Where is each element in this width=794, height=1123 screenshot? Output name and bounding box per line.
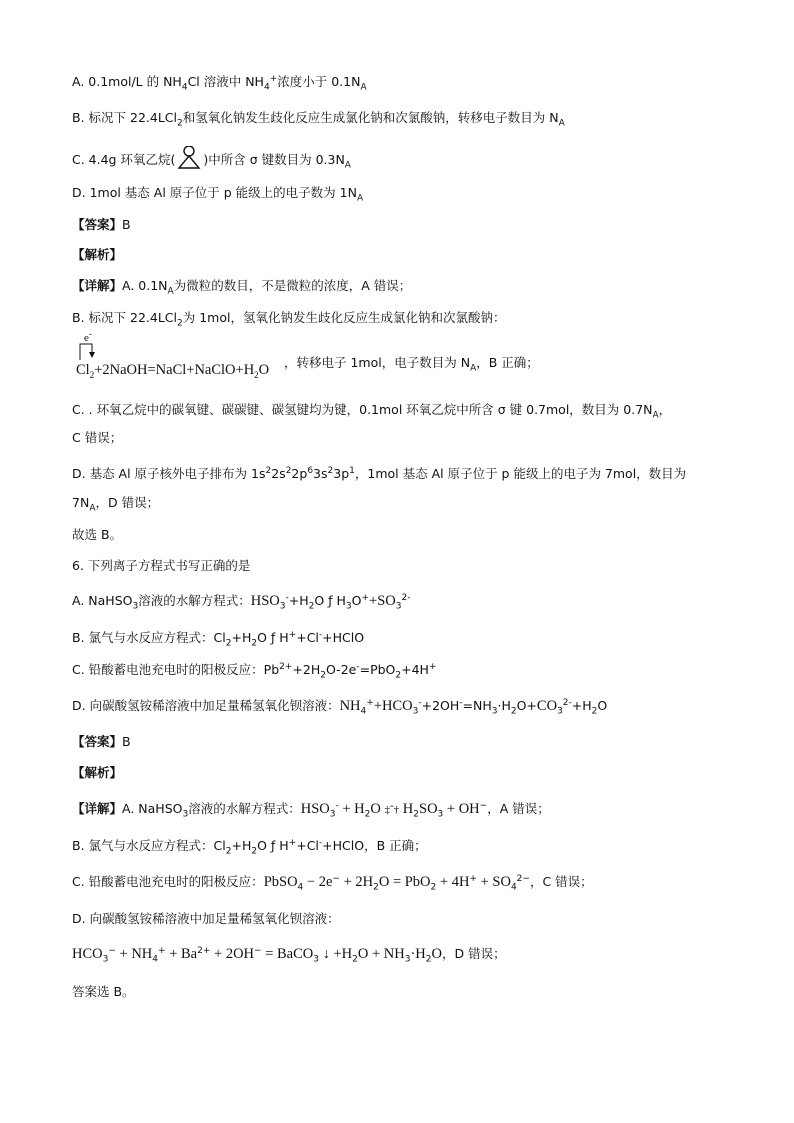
q5-detail-d-cont: $7N_A$，D 错误； <box>72 495 160 514</box>
q5-detail-b: B. 标况下 22.4LCl$_2$为 1mol，氢氧化钠发生歧化反应生成氯化钠和次氯酸钠： <box>72 310 506 329</box>
q5-option-b: B. 标况下 22.4LCl$_2$和氢氧化钠发生歧化反应生成氯化钠和次氯酸钠，转移电子数目为 $N_A$ <box>72 110 565 129</box>
q5-option-d: D. 1mol 基态 Al 原子位于 p 能级上的电子数为 $1N_A$ <box>72 185 364 204</box>
q5-answer: 【答案】B <box>72 217 131 232</box>
q6-answer: 【答案】B <box>72 734 131 749</box>
q6-analysis-heading: 【解析】 <box>72 765 123 780</box>
q6-option-c: C. 铅酸蓄电池充电时的阳极反应：$Pb^{2+}+2H_2O-2e^-=PbO_2+4H^+$ <box>72 661 437 681</box>
electron-transfer-note: ，转移电子 1mol，电子数目为 $N_A$，B 正确； <box>284 355 539 374</box>
electron-label: e- <box>84 328 92 344</box>
q5-option-c: C. 4.4g 环氧乙烷( )中所含 σ 键数目为 $0.3N_A$ <box>72 146 351 170</box>
q6-detail-b: B. 氯气与水反应方程式：$Cl_2+H_2O$ ƒ H++Cl-+HClO，B 正确； <box>72 837 427 857</box>
q5-detail-a: 【详解】A. $0.1N_A$为微粒的数目，不是微粒的浓度，A 错误； <box>72 278 412 297</box>
q6-question: 6. 下列离子方程式书写正确的是 <box>72 558 251 573</box>
q6-detail-d: D. 向碳酸氢铵稀溶液中加足量稀氢氧化钡溶液： <box>72 911 340 926</box>
q5-analysis-heading: 【解析】 <box>72 247 123 262</box>
chlorine-naoh-equation: $Cl_2+2NaOH=NaCl+NaClO+H_2O$ <box>76 362 270 380</box>
q6-option-d: D. 向碳酸氢铵稀溶液中加足量稀氢氧化钡溶液：$NH_4^++HCO_3^-+2OH^-=NH_3\cdot H_2O+CO_3^{2-}+H_2O$ <box>72 697 608 717</box>
q5-conclusion: 故选 B。 <box>72 527 123 542</box>
q6-conclusion: 答案选 B。 <box>72 984 135 999</box>
electron-transfer-arrow-icon <box>76 340 116 364</box>
epoxy-ethane-structure-icon <box>175 146 203 170</box>
q6-detail-c: C. 铅酸蓄电池充电时的阳极反应：PbSO$_4$ − $2e^- + 2H_2O = PbO_2 + 4H^+ + SO_4^{2-}$，C 错误； <box>72 873 593 893</box>
q5-detail-d: D. 基态 Al 原子核外电子排布为 $1s^22s^22p^63s^23p^1$，1mol 基态 Al 原子位于 p 能级上的电子为 7mol，数目为 <box>72 465 687 481</box>
q5-detail-c: C. . 环氧乙烷中的碳氧键、碳碳键、碳氢键均为键，0.1mol 环氧乙烷中所含 σ 键 0.7mol，数目为 $0.7N_A$， <box>72 402 672 421</box>
q6-detail-a: 【详解】A. NaHSO$_3$溶液的水解方程式：$HSO_3^- + H_2O$ ‡ˆ† $H_2SO_3 + OH^-$，A 错误； <box>72 800 550 820</box>
q5-detail-c-cont: C 错误； <box>72 430 123 445</box>
q6-option-a: A. NaHSO$_3$溶液的水解方程式：$HSO_3^-+H_2O$ ƒ $H_3O^++SO_3^{2-}$ <box>72 592 411 612</box>
q5-option-a: A. 0.1mol/L 的 $NH_4Cl$ 溶液中 $NH_4^+$浓度小于 $0.1N_A$ <box>72 73 367 93</box>
electron-transfer-equation <box>72 328 539 384</box>
q6-option-b: B. 氯气与水反应方程式：$Cl_2+H_2O$ ƒ H++Cl-+HClO <box>72 629 365 649</box>
q6-detail-d-equation: $HCO_3^- + NH_4^+ + Ba^{2+} + 2OH^-$ = BaCO$_3$ ↓ $+H_2O + NH_3\cdot H_2O$，D 错误； <box>72 945 506 965</box>
